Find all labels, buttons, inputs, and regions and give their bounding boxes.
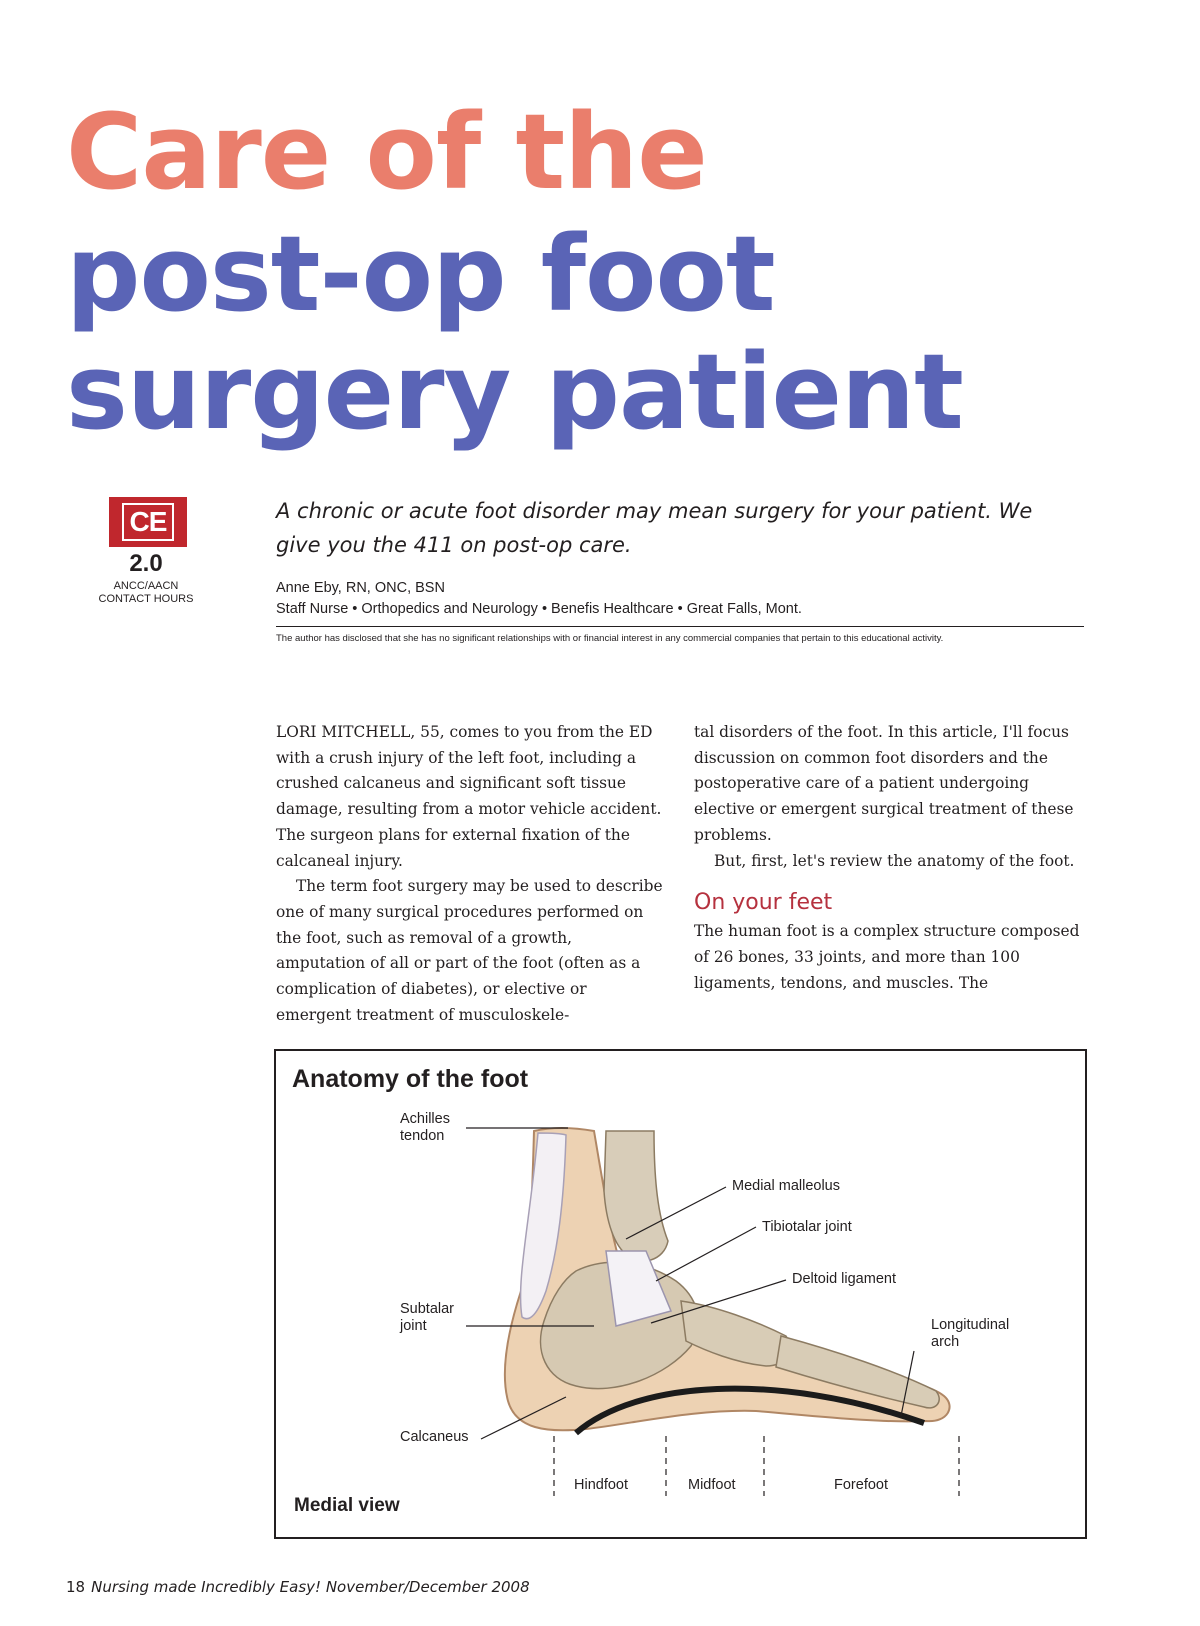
body-paragraph: The human foot is a complex structure composed of 26 bones, 33 joints, and more than 100 ligaments, tendons, and muscles. The	[694, 922, 1080, 992]
author-affiliation: Staff Nurse • Orthopedics and Neurology • Benefis Healthcare • Great Falls, Mont.	[276, 601, 802, 617]
section-subhead: On your feet	[694, 890, 833, 916]
page-footer	[66, 1578, 530, 1596]
label-midfoot: Midfoot	[688, 1477, 736, 1493]
ce-accreditation	[82, 580, 210, 606]
label-longitudinal-arch: Longitudinal arch	[931, 1317, 1010, 1350]
label-subtalar-joint: Subtalar joint	[400, 1301, 455, 1334]
ce-contact-hours: 2.0	[129, 550, 163, 577]
body-column-2	[694, 720, 1084, 996]
label-deltoid-ligament: Deltoid ligament	[792, 1271, 896, 1287]
title-line-3: surgery patient	[66, 331, 963, 453]
page-number: 18	[66, 1578, 86, 1596]
disclosure-note: The author has disclosed that she has no significant relationships with or financial interest in any commercial companies that pertain to this educational activity.	[276, 633, 944, 644]
label-medial-malleolus: Medial malleolus	[732, 1178, 840, 1194]
title-line-1: Care of the	[66, 91, 707, 213]
ce-badge-label: CE	[122, 503, 175, 541]
foot-illustration	[276, 1051, 1085, 1537]
ce-org-line-2: CONTACT HOURS	[98, 593, 194, 605]
author-name: Anne Eby, RN, ONC, BSN	[276, 580, 445, 596]
body-column-1	[276, 720, 664, 1028]
title-line-2: post-op foot	[66, 213, 775, 335]
label-calcaneus: Calcaneus	[400, 1429, 469, 1445]
label-forefoot: Forefoot	[834, 1477, 888, 1493]
anatomy-figure	[274, 1049, 1087, 1539]
figure-title: Anatomy of the foot	[292, 1065, 529, 1093]
label-tibiotalar-joint: Tibiotalar joint	[762, 1219, 852, 1235]
ce-org-line-1: ANCC/AACN	[113, 580, 179, 592]
body-paragraph: The term foot surgery may be used to describe one of many surgical procedures performed on the foot, such as removal of a growth, amputation of all or part of the foot (often as a complication of diabetes), or elective or emergent treatment of musculoskele-	[276, 877, 663, 1024]
body-paragraph: LORI MITCHELL, 55, comes to you from the ED with a crush injury of the left foot, including a crushed calcaneus and significant soft tissue damage, resulting from a motor vehicle accident. The surgeon plans for external fixation of the calcaneal injury.	[276, 723, 662, 870]
divider	[276, 626, 1084, 627]
body-paragraph: But, first, let's review the anatomy of the foot.	[714, 851, 1075, 870]
article-deck: A chronic or acute foot disorder may mean surgery for your patient. We give you the 411 on post-op care.	[276, 499, 1033, 557]
label-hindfoot: Hindfoot	[574, 1477, 629, 1493]
body-paragraph: tal disorders of the foot. In this article, I'll focus discussion on common foot disorders and the postoperative care of a patient undergoing elective or emergent surgical treatment of these problems.	[694, 723, 1074, 844]
figure-view-label: Medial view	[294, 1495, 400, 1516]
footer-text: Nursing made Incredibly Easy! November/December 2008	[91, 1578, 530, 1596]
ce-badge	[109, 497, 187, 547]
label-achilles-tendon: Achilles tendon	[400, 1111, 450, 1144]
